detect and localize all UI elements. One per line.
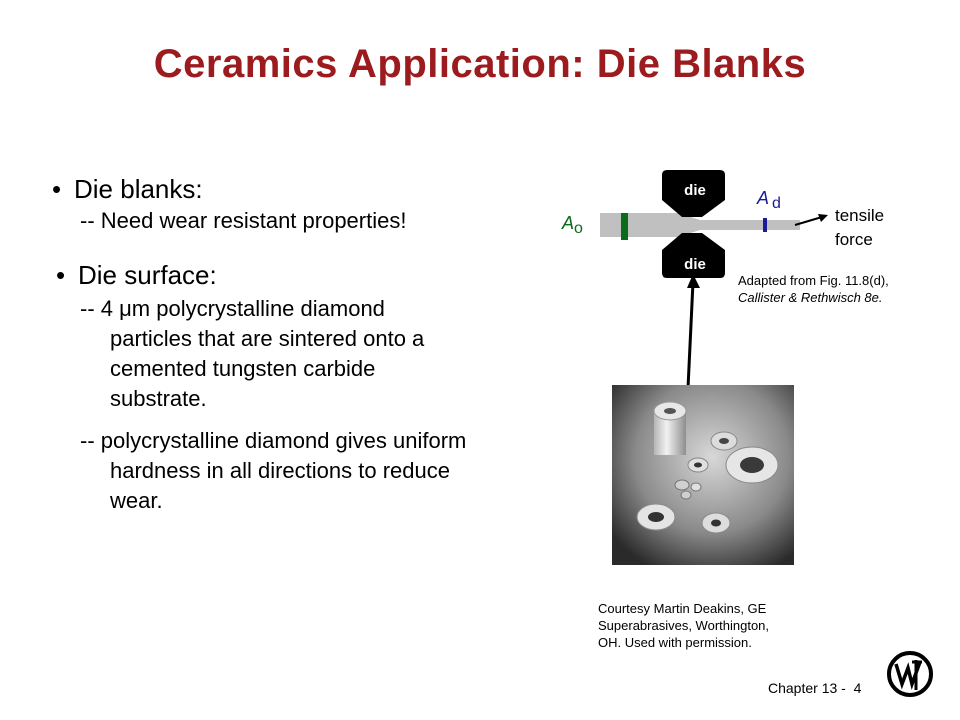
tensile-force-label: tensile force [835,206,885,249]
arrow-head [818,214,828,222]
rod-thin [700,220,800,230]
micron-unit: μm [119,296,151,321]
bullet-heading: Die surface: [78,260,217,290]
bullet-dot: • [56,260,66,290]
sub-point: -- 4 μm polycrystalline diamond particles that are sintered onto a cemented tungsten carbide substrate. [80,296,425,411]
pointer-arrow [688,282,693,388]
ao-label: Ao [562,213,583,237]
die-bottom-label: die [684,256,706,273]
wiley-logo-icon [886,650,934,698]
ad-marker [763,218,767,232]
ad-label: A d [757,188,781,212]
courtesy-note: Courtesy Martin Deakins, GE Superabrasives, Worthington, OH. Used with permission. [598,601,770,650]
ao-marker [621,213,628,240]
adapted-note: Adapted from Fig. 11.8(d), Callister & Rethwisch 8e. [738,273,889,305]
chapter-label: Chapter 13 - [768,680,846,696]
bullet-dot: • [52,174,62,204]
bullet-die-surface [56,260,217,291]
die-blanks-photo [612,385,794,565]
bullet-die-blanks [52,174,203,205]
sub-point: -- Need wear resistant properties! [80,208,407,233]
die-blank-tiny [675,480,689,490]
rod-thick [600,213,678,237]
die-top-label: die [684,182,706,199]
bullet-heading: Die blanks: [74,174,203,204]
sub-point: -- polycrystalline diamond gives uniform hardness in all directions to reduce wear. [80,428,467,513]
slide-footer [768,680,861,696]
slide-title: Ceramics Application: Die Blanks [153,42,807,86]
page-number: 4 [853,680,862,696]
